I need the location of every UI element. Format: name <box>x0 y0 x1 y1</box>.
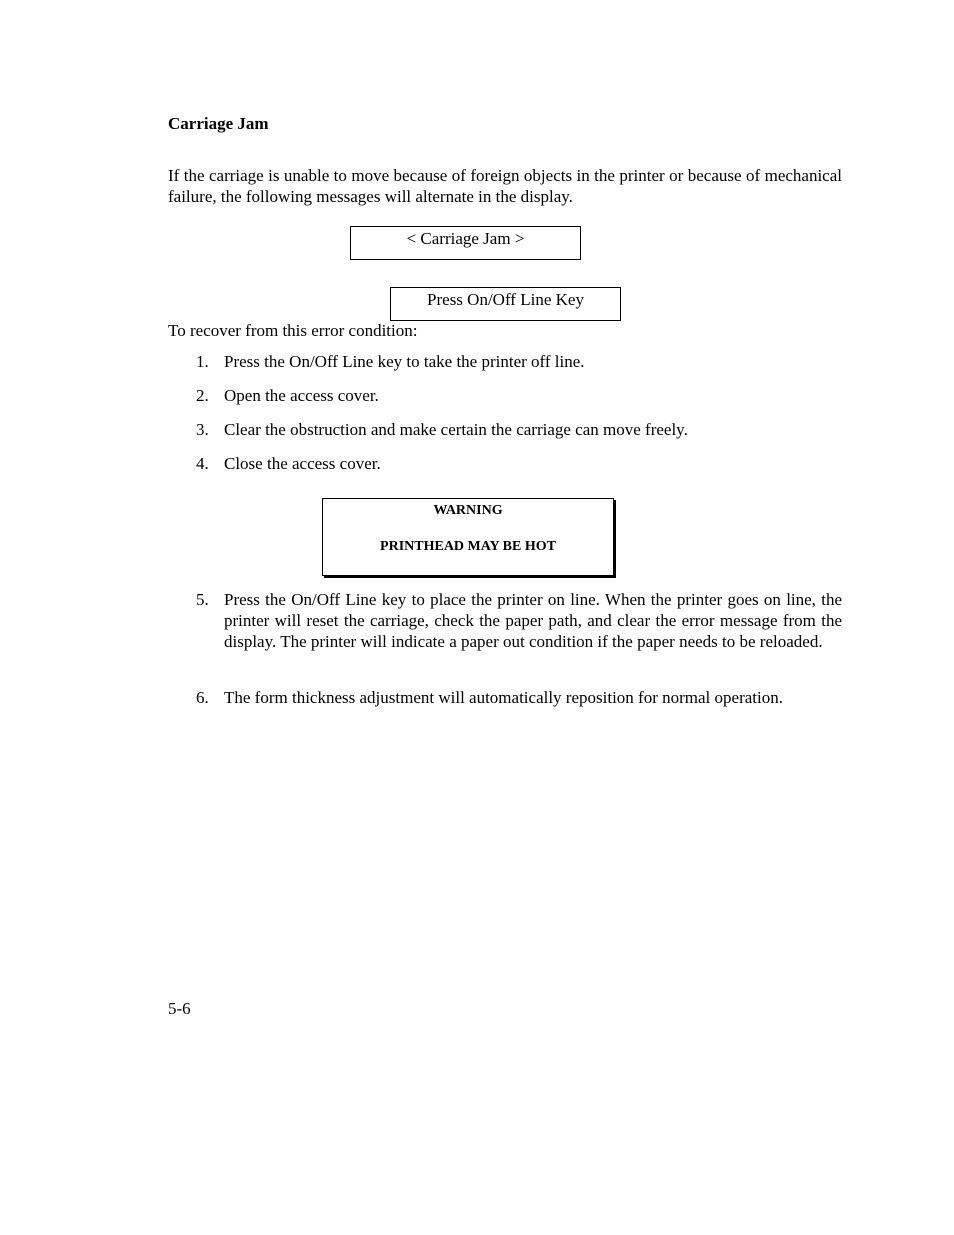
step-text: Open the access cover. <box>224 386 379 405</box>
step-number: 1. <box>196 352 209 371</box>
intro-paragraph: If the carriage is unable to move because of foreign objects in the printer or because of mechanical failure, the following messages will alternate in the display. <box>168 166 842 206</box>
step-number: 6. <box>196 688 209 707</box>
step-number: 4. <box>196 454 209 473</box>
display-message-press-online-key: Press On/Off Line Key <box>390 287 621 321</box>
step-text: Clear the obstruction and make certain the carriage can move freely. <box>224 420 688 439</box>
step-text: Close the access cover. <box>224 454 381 473</box>
warning-text: PRINTHEAD MAY BE HOT <box>380 539 556 554</box>
step-number: 3. <box>196 420 209 439</box>
list-item <box>196 453 842 474</box>
list-item <box>196 589 842 652</box>
step-number: 5. <box>196 590 209 609</box>
warning-box <box>322 498 614 576</box>
step-text: Press the On/Off Line key to place the printer on line. When the printer goes on line, the printer will reset the carriage, check the paper path, and clear the error message from the display. The printer will indicate a paper out condition if the paper needs to be reloaded. <box>224 590 842 651</box>
step-text: Press the On/Off Line key to take the printer off line. <box>224 352 585 371</box>
page-number: 5-6 <box>168 999 191 1018</box>
list-item <box>196 687 842 708</box>
recover-intro: To recover from this error condition: <box>168 321 418 340</box>
list-item <box>196 351 842 372</box>
list-item <box>196 385 842 406</box>
list-item <box>196 419 842 440</box>
section-heading: Carriage Jam <box>168 114 269 133</box>
warning-title: WARNING <box>433 503 503 518</box>
step-number: 2. <box>196 386 209 405</box>
display-message-carriage-jam: < Carriage Jam > <box>350 226 581 260</box>
step-text: The form thickness adjustment will automatically reposition for normal operation. <box>224 688 783 707</box>
